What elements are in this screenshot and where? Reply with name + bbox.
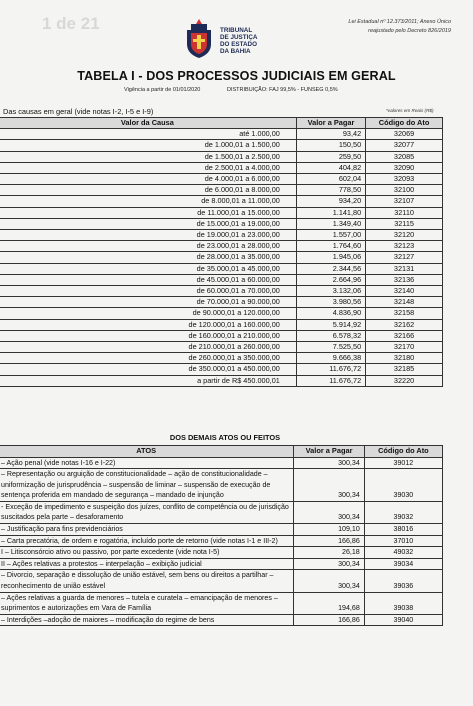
- cell-value: 300,34: [294, 457, 364, 469]
- cell-description: de 350.000,01 a 450.000,00: [0, 364, 296, 375]
- cell-description: de 160.000,01 a 210.000,00: [0, 330, 296, 341]
- table-row: [0, 286, 443, 297]
- cell-code: 32090: [366, 162, 443, 173]
- cell-description: de 70.000,01 a 90.000,00: [0, 297, 296, 308]
- cell-description: de 28.000,01 a 35.000,00: [0, 252, 296, 263]
- table-row: [0, 162, 443, 173]
- cell-description: – Justificação para fins previdenciários: [0, 524, 294, 536]
- cell-value: 1.764,60: [296, 241, 365, 252]
- table-row: [0, 570, 443, 592]
- section1-caption: Das causas em geral (vide notas I-2, I-5 e I-9): [3, 107, 154, 116]
- cell-description: de 19.000,01 a 23.000,00: [0, 230, 296, 241]
- cell-value: 93,42: [296, 129, 365, 140]
- table-row: [0, 364, 443, 375]
- cell-code: 32100: [366, 185, 443, 196]
- cell-description: – Divorcio, separação e dissolução de união estável, sem bens ou direitos a partilhar – reconhecimento de união estável: [0, 570, 294, 592]
- table-row: [0, 524, 443, 536]
- cell-description: - Exceção de impedimento e suspeição dos juízes, conflito de competência ou de jurisdição suscitados pela parte – desaforamento: [0, 501, 294, 523]
- cell-description: – Representação ou arguição de constitucionalidade – ação de constitucionalidade – uniformização de jurisprudência – suspensão de liminar – suspensão de execução de sentença proferida em mandado de segurança – mandado de injunção: [0, 469, 294, 502]
- cell-description: de 260.000,01 a 350.000,00: [0, 353, 296, 364]
- cell-description: até 1.000,00: [0, 129, 296, 140]
- table-row: [0, 241, 443, 252]
- table-row: [0, 308, 443, 319]
- acts-table-body: [0, 457, 443, 626]
- cell-description: de 4.000,01 a 6.000,00: [0, 174, 296, 185]
- cell-value: 11.676,72: [296, 364, 365, 375]
- cell-value: 109,10: [294, 524, 364, 536]
- table-row: [0, 469, 443, 502]
- cell-value: 1.945,06: [296, 252, 365, 263]
- table-row: [0, 614, 443, 626]
- causes-table-body: [0, 129, 443, 387]
- cell-code: 32093: [366, 174, 443, 185]
- table-row: [0, 592, 443, 614]
- cell-value: 2.344,56: [296, 263, 365, 274]
- cell-value: 5.914,92: [296, 319, 365, 330]
- table-row: [0, 151, 443, 162]
- cell-code: 39038: [364, 592, 442, 614]
- column-header-valor-pagar: Valor a Pagar: [294, 446, 364, 458]
- cell-description: – Carta precatória, de ordem e rogatória, incluído porte de retorno (vide notas I-1 e III-2): [0, 535, 294, 547]
- cell-value: 300,34: [294, 501, 364, 523]
- cell-value: 11.676,72: [296, 375, 365, 386]
- cell-value: 259,50: [296, 151, 365, 162]
- cell-description: de 8.000,01 a 11.000,00: [0, 196, 296, 207]
- cell-code: 32220: [366, 375, 443, 386]
- cell-code: 49032: [364, 547, 442, 559]
- table-row: [0, 330, 443, 341]
- cell-value: 4.836,90: [296, 308, 365, 319]
- table-row: [0, 230, 443, 241]
- cell-description: de 15.000,01 a 19.000,00: [0, 218, 296, 229]
- cell-description: de 6.000,01 a 8.000,00: [0, 185, 296, 196]
- cell-description: de 1.000,01 a 1.500,00: [0, 140, 296, 151]
- table-header-row: [0, 446, 443, 458]
- column-header-valor-causa: Valor da Causa: [0, 118, 296, 129]
- table-row: [0, 129, 443, 140]
- causes-fee-table: [0, 117, 443, 387]
- table-row: [0, 218, 443, 229]
- vigencia-note: Vigência a partir de 01/01/2020: [124, 87, 201, 93]
- column-header-codigo: Código do Ato: [366, 118, 443, 129]
- cell-value: 26,18: [294, 547, 364, 559]
- table-row: [0, 547, 443, 559]
- cell-value: 7.525,50: [296, 342, 365, 353]
- cell-description: de 35.000,01 a 45.000,00: [0, 263, 296, 274]
- cell-value: 404,82: [296, 162, 365, 173]
- cell-value: 934,20: [296, 196, 365, 207]
- cell-description: a partir de R$ 450.000,01: [0, 375, 296, 386]
- section2-title: DOS DEMAIS ATOS OU FEITOS: [169, 433, 281, 442]
- court-name: TRIBUNAL DE JUSTIÇA DO ESTADO DA BAHIA: [220, 27, 258, 55]
- distribuicao-note: DISTRIBUIÇÃO: FAJ 99,5% - FUNSEG 0,5%: [227, 87, 338, 93]
- cell-description: de 2.500,01 a 4.000,00: [0, 162, 296, 173]
- cell-description: de 120.000,01 a 160.000,00: [0, 319, 296, 330]
- table-row: [0, 174, 443, 185]
- cell-description: de 1.500,01 a 2.500,00: [0, 151, 296, 162]
- cell-code: 32131: [366, 263, 443, 274]
- cell-code: 32162: [366, 319, 443, 330]
- cell-value: 1.349,40: [296, 218, 365, 229]
- cell-value: 3.980,56: [296, 297, 365, 308]
- cell-description: – Ação penal (vide notas I-16 e I-22): [0, 457, 294, 469]
- cell-code: 32120: [366, 230, 443, 241]
- cell-description: de 23.000,01 a 28.000,00: [0, 241, 296, 252]
- cell-code: 38016: [364, 524, 442, 536]
- cell-value: 1.557,00: [296, 230, 365, 241]
- cell-code: 32170: [366, 342, 443, 353]
- cell-code: 32185: [366, 364, 443, 375]
- cell-description: de 210.000,01 a 260.000,00: [0, 342, 296, 353]
- cell-value: 6.578,32: [296, 330, 365, 341]
- column-header-codigo: Código do Ato: [364, 446, 442, 458]
- cell-value: 300,34: [294, 469, 364, 502]
- cell-description: I – Litisconsórcio ativo ou passivo, por parte excedente (vide nota I-5): [0, 547, 294, 559]
- cell-code: 39040: [364, 614, 442, 626]
- table-row: [0, 196, 443, 207]
- cell-description: II – Ações relativas a protestos – interpelação – exibição judicial: [0, 558, 294, 570]
- cell-value: 778,50: [296, 185, 365, 196]
- cell-code: 32107: [366, 196, 443, 207]
- cell-code: 32110: [366, 207, 443, 218]
- column-header-atos: ATOS: [0, 446, 294, 458]
- cell-code: 32077: [366, 140, 443, 151]
- cell-value: 3.132,06: [296, 286, 365, 297]
- cell-description: de 60.000,01 a 70.000,00: [0, 286, 296, 297]
- table-row: [0, 535, 443, 547]
- cell-code: 32140: [366, 286, 443, 297]
- cell-code: 39034: [364, 558, 442, 570]
- column-header-valor-pagar: Valor a Pagar: [296, 118, 365, 129]
- cell-code: 39030: [364, 469, 442, 502]
- cell-description: – Interdições –adoção de maiores – modificação do regime de bens: [0, 614, 294, 626]
- cell-code: 32069: [366, 129, 443, 140]
- cell-description: de 45.000,01 a 60.000,00: [0, 274, 296, 285]
- table-row: [0, 185, 443, 196]
- table-header-row: [0, 118, 443, 129]
- cell-value: 166,86: [294, 614, 364, 626]
- table-row: [0, 319, 443, 330]
- table-row: [0, 140, 443, 151]
- cell-description: de 11.000,01 a 15.000,00: [0, 207, 296, 218]
- cell-value: 150,50: [296, 140, 365, 151]
- table-row: [0, 501, 443, 523]
- cell-value: 9.666,38: [296, 353, 365, 364]
- table-row: [0, 297, 443, 308]
- cell-description: de 90.000,01 a 120.000,00: [0, 308, 296, 319]
- table-row: [0, 457, 443, 469]
- cell-code: 32085: [366, 151, 443, 162]
- law-note: Lei Estadual nº 12.373/2011; Anexo Único reajustado pelo Decreto 826/2019: [348, 19, 451, 34]
- cell-code: 32123: [366, 241, 443, 252]
- court-coat-of-arms-icon: [182, 18, 216, 60]
- cell-value: 194,68: [294, 592, 364, 614]
- table-row: [0, 342, 443, 353]
- cell-code: 32127: [366, 252, 443, 263]
- table-row: [0, 375, 443, 386]
- table-row: [0, 558, 443, 570]
- acts-fee-table: [0, 445, 443, 626]
- cell-value: 602,04: [296, 174, 365, 185]
- page-counter: 1 de 21: [42, 14, 100, 33]
- cell-code: 32180: [366, 353, 443, 364]
- cell-code: 32136: [366, 274, 443, 285]
- table-row: [0, 274, 443, 285]
- cell-value: 166,86: [294, 535, 364, 547]
- cell-code: 37010: [364, 535, 442, 547]
- cell-code: 32158: [366, 308, 443, 319]
- table-row: [0, 252, 443, 263]
- cell-code: 32166: [366, 330, 443, 341]
- cell-code: 32115: [366, 218, 443, 229]
- cell-value: 300,34: [294, 570, 364, 592]
- cell-code: 39012: [364, 457, 442, 469]
- table-row: [0, 353, 443, 364]
- cell-description: – Ações relativas a guarda de menores – tutela e curatela – emancipação de menores – suprimentos e autorizações em Vara de Família: [0, 592, 294, 614]
- cell-value: 1.141,80: [296, 207, 365, 218]
- table-row: [0, 263, 443, 274]
- cell-value: 2.664,96: [296, 274, 365, 285]
- cell-code: 39036: [364, 570, 442, 592]
- cell-code: 32148: [366, 297, 443, 308]
- values-note: *valores em Reais (R$): [386, 108, 434, 113]
- table-row: [0, 207, 443, 218]
- cell-value: 300,34: [294, 558, 364, 570]
- cell-code: 39032: [364, 501, 442, 523]
- page-title: TABELA I - DOS PROCESSOS JUDICIAIS EM GERAL: [77, 69, 396, 83]
